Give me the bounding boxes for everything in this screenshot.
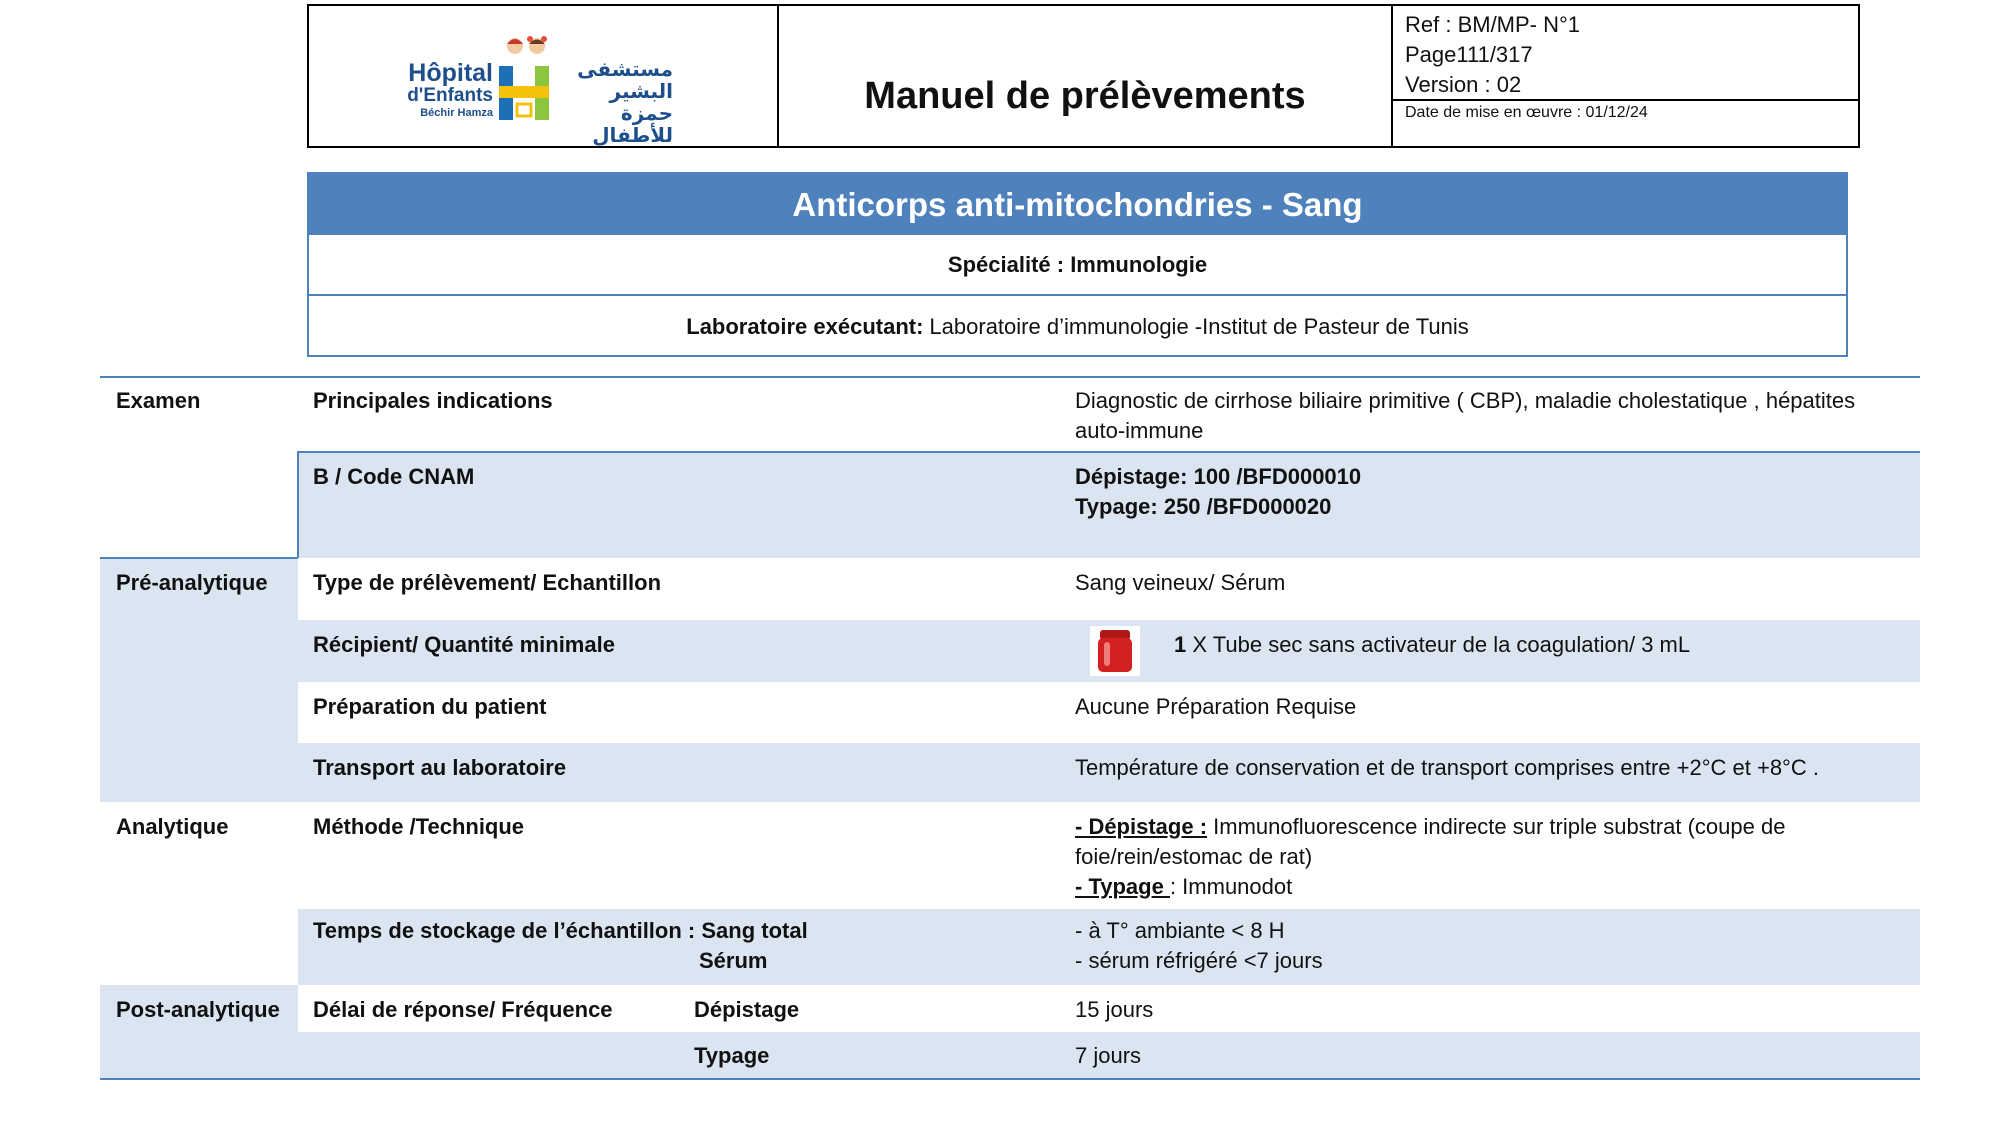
methode-depistage-label: - Dépistage : [1075, 814, 1208, 839]
logo-ar-line1: مستشفى [577, 57, 673, 81]
meta-ref-block [1393, 6, 1858, 101]
code-depistage: Dépistage: 100 /BFD000010 [1075, 464, 1362, 489]
red-tube-icon [1090, 626, 1140, 676]
indications-value [1075, 386, 1905, 446]
methode-typage-value: : Immunodot [1169, 874, 1293, 899]
recipient-qty: 1 [1174, 632, 1187, 657]
transport-value: Température de conservation et de transport comprises entre +2°C et +8°C . [1075, 755, 1819, 780]
logo-line2: d'Enfants [407, 85, 493, 106]
methode-typage-line [1075, 872, 1905, 902]
page-number: Page111/317 [1405, 42, 1533, 67]
code-label: B / Code CNAM [313, 464, 475, 489]
delai-label: Délai de réponse/ Fréquence [313, 997, 613, 1022]
logo-line3: Béchir Hamza [420, 107, 493, 119]
code-row-top-rule [298, 451, 1920, 453]
executing-lab [309, 296, 1846, 357]
methode-value [1075, 812, 1905, 902]
stockage-value [1075, 916, 1905, 976]
logo-text-fr [401, 60, 493, 120]
code-typage: Typage: 250 /BFD000020 [1075, 494, 1332, 519]
methode-depistage-value: Immunofluorescence indirecte sur triple substrat (coupe de [1207, 814, 1786, 839]
children-logo-icon [501, 34, 551, 64]
table-top-rule [100, 376, 1920, 378]
manual-title: Manuel de prélèvements [779, 6, 1393, 146]
test-title: Anticorps anti-mitochondries - Sang [309, 174, 1846, 235]
logo-ar-line2: البشير حمزة [609, 79, 673, 125]
table-bottom-rule [100, 1078, 1920, 1080]
methode-depistage-line2: foie/rein/estomac de rat) [1075, 844, 1313, 869]
methode-depistage-line [1075, 812, 1905, 842]
code-value [1075, 462, 1905, 522]
lab-value: Laboratoire d’immunologie -Institut de Pasteur de Tunis [929, 313, 1469, 339]
code-row-bottom-rule [100, 557, 298, 559]
delai-typage-label: Typage [694, 1043, 770, 1068]
recipient-value [1174, 630, 1894, 660]
hospital-logo [401, 34, 673, 147]
indications-label: Principales indications [313, 388, 553, 413]
section-examen: Examen [116, 388, 201, 413]
delai-typage-value: 7 jours [1075, 1043, 1142, 1068]
logo-ar-line3: للأطفال [592, 123, 673, 147]
indications-line1: Diagnostic de cirrhose biliaire primitive ( CBP), maladie cholestatique , hépatites [1075, 388, 1856, 413]
ref-number: Ref : BM/MP- N°1 [1405, 12, 1581, 37]
preparation-label: Préparation du patient [313, 694, 547, 719]
transport-label: Transport au laboratoire [313, 755, 567, 780]
stockage-line2: - sérum réfrigéré <7 jours [1075, 948, 1323, 973]
code-row-left-rule [297, 451, 299, 558]
logo-text-ar [563, 58, 673, 146]
version: Version : 02 [1405, 72, 1522, 97]
logo-cell [309, 6, 779, 146]
recipient-tube: X Tube sec sans activateur de la coagulation/ 3 mL [1186, 632, 1691, 657]
delai-depistage-value: 15 jours [1075, 997, 1154, 1022]
preparation-value: Aucune Préparation Requise [1075, 694, 1357, 719]
indications-line2: auto-immune [1075, 418, 1204, 443]
specimen-table [100, 376, 1920, 1080]
effective-date: Date de mise en œuvre : 01/12/24 [1405, 104, 1648, 121]
methode-label: Méthode /Technique [313, 814, 525, 839]
lab-label: Laboratoire exécutant: [686, 313, 924, 339]
recipient-label: Récipient/ Quantité minimale [313, 632, 615, 657]
h-letter-logo-icon [497, 64, 551, 122]
type-value: Sang veineux/ Sérum [1075, 570, 1286, 595]
type-label: Type de prélèvement/ Echantillon [313, 570, 662, 595]
section-pre-analytique: Pré-analytique [116, 570, 268, 595]
section-post-analytique: Post-analytique [116, 997, 280, 1022]
delai-depistage-label: Dépistage [694, 997, 800, 1022]
test-info-block [307, 172, 1848, 357]
logo-line1: Hôpital [408, 59, 493, 87]
stockage-label: Temps de stockage de l’échantillon : Sang total [313, 918, 808, 943]
document-header [307, 4, 1860, 148]
stockage-label-serum: Sérum [699, 948, 768, 973]
specialty: Spécialité : Immunologie [309, 235, 1846, 296]
section-analytique: Analytique [116, 814, 229, 839]
methode-typage-label: - Typage [1075, 874, 1170, 899]
document-meta [1393, 6, 1858, 146]
stockage-line1: - à T° ambiante < 8 H [1075, 918, 1285, 943]
